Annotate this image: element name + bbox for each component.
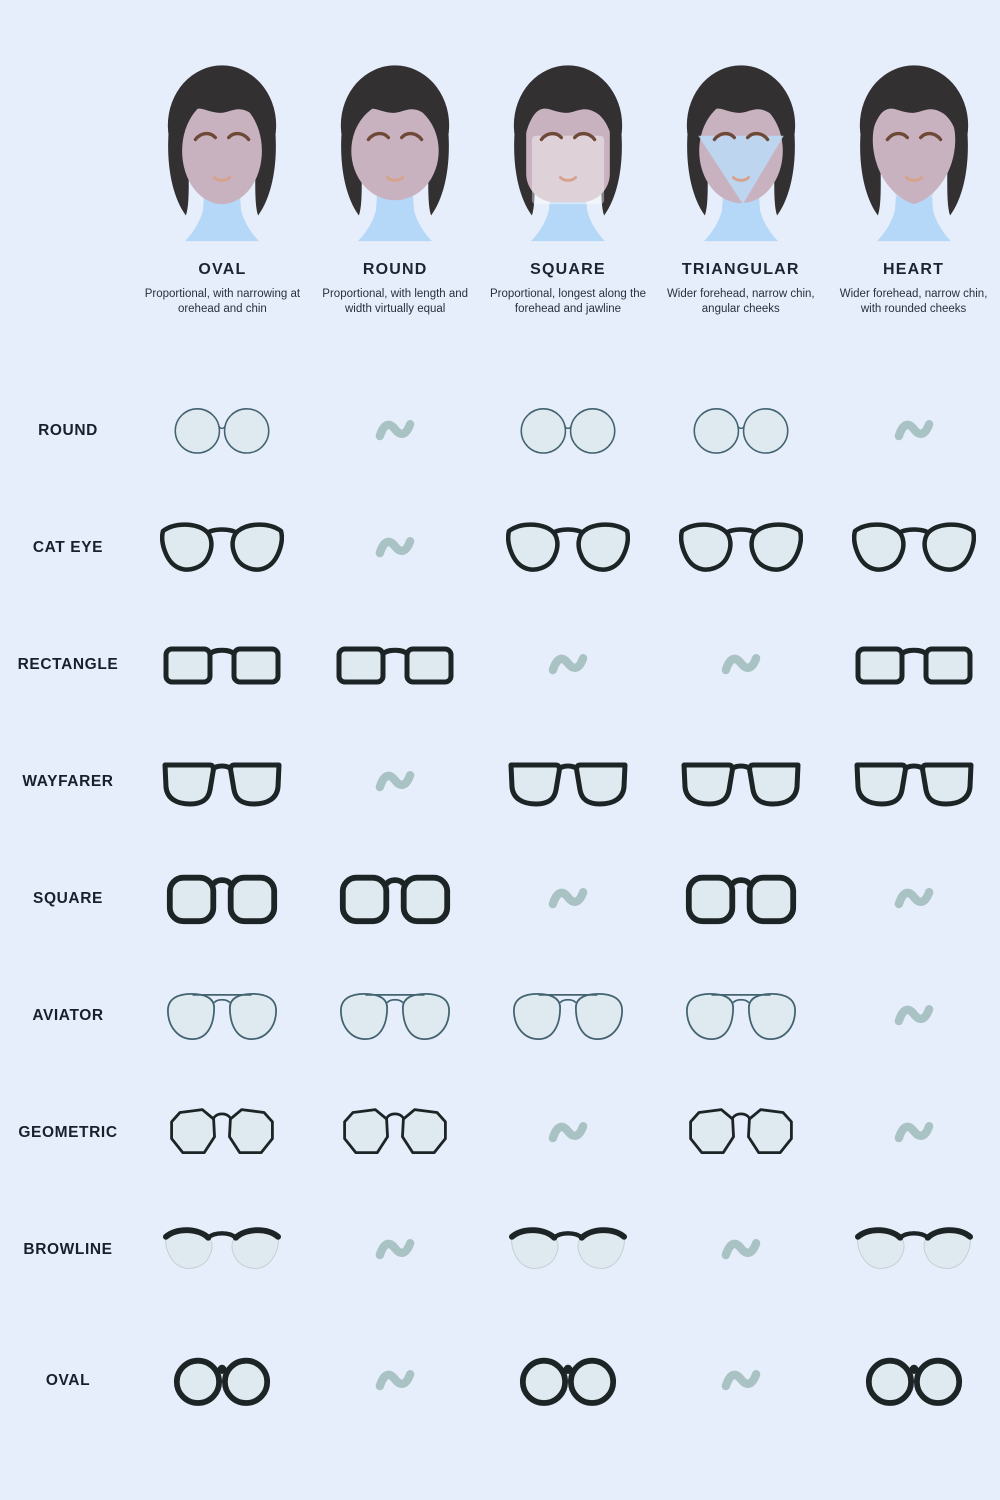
face-column-header-triangular bbox=[654, 0, 827, 372]
tilde-squiggle-icon bbox=[720, 1234, 762, 1264]
face-column-header-round bbox=[309, 0, 482, 372]
row-label-browline: BROWLINE bbox=[23, 1240, 113, 1258]
cell-oval-oval bbox=[136, 1308, 309, 1453]
cell-geometric-round bbox=[309, 1074, 482, 1191]
cell-geometric-square bbox=[482, 1074, 655, 1191]
tilde-squiggle-icon bbox=[893, 1000, 935, 1030]
round-glasses-icon bbox=[171, 402, 273, 458]
cell-cateye-square bbox=[482, 489, 655, 606]
wayfarer-glasses-icon bbox=[853, 754, 975, 810]
row-label-oval: OVAL bbox=[45, 1371, 91, 1389]
face-column-title: TRIANGULAR bbox=[681, 260, 800, 278]
face-column-description: Proportional, with narrowing at orehead and chin bbox=[144, 287, 301, 315]
cell-rectangle-heart bbox=[827, 606, 1000, 723]
face-column-header-heart bbox=[827, 0, 1000, 372]
tilde-squiggle-icon bbox=[374, 532, 416, 562]
cell-cateye-triangular bbox=[654, 489, 827, 606]
face-column-title: ROUND bbox=[362, 260, 428, 278]
cell-wayfarer-round bbox=[309, 723, 482, 840]
cell-wayfarer-heart bbox=[827, 723, 1000, 840]
geometric-glasses-icon bbox=[685, 1105, 797, 1161]
row-label-wayfarer: WAYFARER bbox=[22, 772, 114, 790]
square-face-icon bbox=[492, 54, 644, 249]
row-label-geometric: GEOMETRIC bbox=[18, 1123, 118, 1141]
cell-wayfarer-oval bbox=[136, 723, 309, 840]
cell-round-triangular bbox=[654, 372, 827, 489]
cell-geometric-triangular bbox=[654, 1074, 827, 1191]
tilde-squiggle-icon bbox=[374, 766, 416, 796]
cateye-glasses-icon bbox=[852, 519, 976, 577]
face-column-header-square bbox=[482, 0, 655, 372]
square-glasses-icon bbox=[164, 869, 280, 929]
geometric-glasses-icon bbox=[339, 1105, 451, 1161]
browline-glasses-icon bbox=[854, 1222, 974, 1277]
tilde-squiggle-icon bbox=[893, 883, 935, 913]
cell-square-triangular bbox=[654, 840, 827, 957]
cell-aviator-oval bbox=[136, 957, 309, 1074]
aviator-glasses-icon bbox=[163, 986, 281, 1045]
rectangle-glasses-icon bbox=[335, 637, 455, 693]
cell-aviator-triangular bbox=[654, 957, 827, 1074]
cell-round-round bbox=[309, 372, 482, 489]
row-label-square: SQUARE bbox=[33, 889, 103, 907]
triangular-face-icon bbox=[665, 54, 817, 249]
tilde-squiggle-icon bbox=[374, 1234, 416, 1264]
tilde-squiggle-icon bbox=[547, 883, 589, 913]
cell-square-round bbox=[309, 840, 482, 957]
face-column-title: HEART bbox=[883, 260, 945, 278]
aviator-glasses-icon bbox=[509, 986, 627, 1045]
face-column-description: Proportional, with length and width virtually equal bbox=[322, 287, 469, 315]
cell-round-heart bbox=[827, 372, 1000, 489]
cell-rectangle-square bbox=[482, 606, 655, 723]
wayfarer-glasses-icon bbox=[680, 754, 802, 810]
header-corner-spacer bbox=[0, 0, 136, 372]
face-column-title: OVAL bbox=[198, 260, 247, 278]
rectangle-glasses-icon bbox=[162, 637, 282, 693]
cell-square-heart bbox=[827, 840, 1000, 957]
square-glasses-icon bbox=[337, 869, 453, 929]
face-column-description: Wider forehead, narrow chin, with rounded cheeks bbox=[839, 287, 988, 315]
cell-browline-heart bbox=[827, 1191, 1000, 1308]
tilde-squiggle-icon bbox=[893, 415, 935, 445]
cell-square-square bbox=[482, 840, 655, 957]
cell-aviator-round bbox=[309, 957, 482, 1074]
oval-face-icon bbox=[146, 54, 298, 249]
wayfarer-glasses-icon bbox=[161, 754, 283, 810]
square-glasses-icon bbox=[683, 869, 799, 929]
tilde-squiggle-icon bbox=[547, 1117, 589, 1147]
face-column-title: SQUARE bbox=[530, 260, 606, 278]
cell-cateye-oval bbox=[136, 489, 309, 606]
cell-browline-square bbox=[482, 1191, 655, 1308]
cell-oval-heart bbox=[827, 1308, 1000, 1453]
tilde-squiggle-icon bbox=[893, 1117, 935, 1147]
round-glasses-icon bbox=[517, 402, 619, 458]
cell-oval-triangular bbox=[654, 1308, 827, 1453]
tilde-squiggle-icon bbox=[720, 1365, 762, 1395]
aviator-glasses-icon bbox=[336, 986, 454, 1045]
cell-geometric-heart bbox=[827, 1074, 1000, 1191]
cell-rectangle-triangular bbox=[654, 606, 827, 723]
face-column-header-oval bbox=[136, 0, 309, 372]
row-label-cateye: CAT EYE bbox=[32, 538, 104, 556]
wayfarer-glasses-icon bbox=[507, 754, 629, 810]
row-label-rectangle: RECTANGLE bbox=[17, 655, 119, 673]
cell-browline-oval bbox=[136, 1191, 309, 1308]
cell-wayfarer-square bbox=[482, 723, 655, 840]
cell-wayfarer-triangular bbox=[654, 723, 827, 840]
face-column-description: Wider forehead, narrow chin, angular cheeks bbox=[666, 287, 815, 315]
rectangle-glasses-icon bbox=[854, 637, 974, 693]
heart-face-icon bbox=[838, 54, 990, 249]
oval-glasses-icon bbox=[864, 1353, 964, 1409]
cell-cateye-round bbox=[309, 489, 482, 606]
cell-round-oval bbox=[136, 372, 309, 489]
round-glasses-icon bbox=[690, 402, 792, 458]
browline-glasses-icon bbox=[162, 1222, 282, 1277]
cell-browline-triangular bbox=[654, 1191, 827, 1308]
cateye-glasses-icon bbox=[160, 519, 284, 577]
cell-oval-square bbox=[482, 1308, 655, 1453]
aviator-glasses-icon bbox=[682, 986, 800, 1045]
tilde-squiggle-icon bbox=[374, 1365, 416, 1395]
row-label-round: ROUND bbox=[38, 421, 98, 439]
face-column-description: Proportional, longest along the forehead and jawline bbox=[489, 287, 646, 315]
cell-browline-round bbox=[309, 1191, 482, 1308]
geometric-glasses-icon bbox=[166, 1105, 278, 1161]
browline-glasses-icon bbox=[508, 1222, 628, 1277]
cell-round-square bbox=[482, 372, 655, 489]
oval-glasses-icon bbox=[172, 1353, 272, 1409]
tilde-squiggle-icon bbox=[374, 415, 416, 445]
cell-aviator-heart bbox=[827, 957, 1000, 1074]
cell-rectangle-round bbox=[309, 606, 482, 723]
cell-aviator-square bbox=[482, 957, 655, 1074]
cateye-glasses-icon bbox=[679, 519, 803, 577]
tilde-squiggle-icon bbox=[547, 649, 589, 679]
cell-oval-round bbox=[309, 1308, 482, 1453]
row-label-aviator: AVIATOR bbox=[32, 1006, 104, 1024]
cateye-glasses-icon bbox=[506, 519, 630, 577]
round-face-icon bbox=[319, 54, 471, 249]
tilde-squiggle-icon bbox=[720, 649, 762, 679]
cell-cateye-heart bbox=[827, 489, 1000, 606]
cell-square-oval bbox=[136, 840, 309, 957]
oval-glasses-icon bbox=[518, 1353, 618, 1409]
cell-geometric-oval bbox=[136, 1074, 309, 1191]
cell-rectangle-oval bbox=[136, 606, 309, 723]
